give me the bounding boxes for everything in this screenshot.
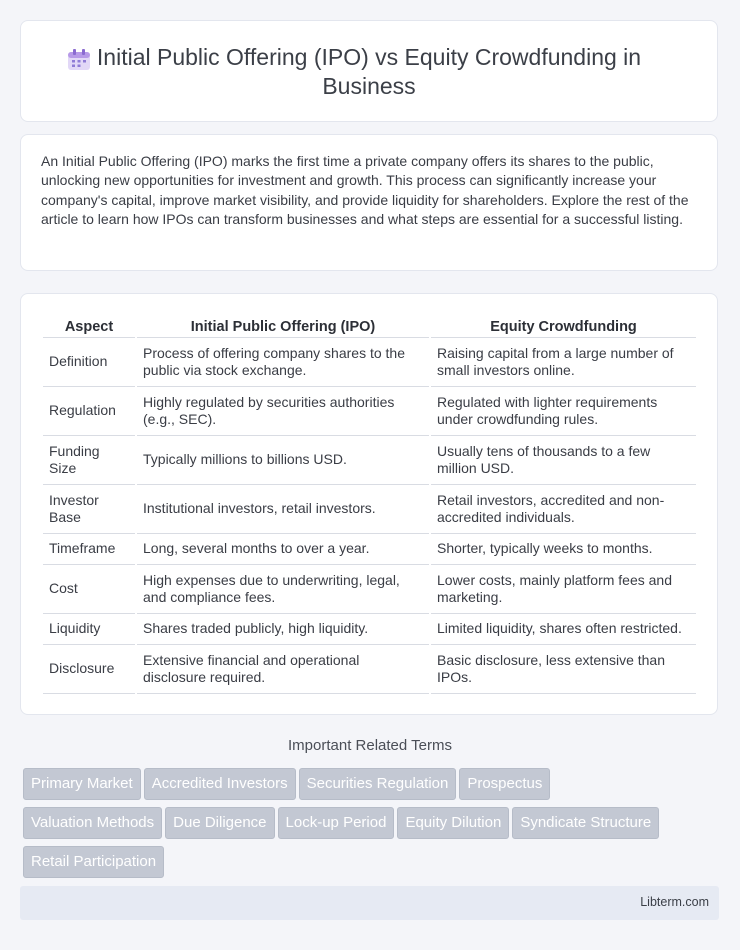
header-aspect: Aspect xyxy=(43,314,135,338)
table-row xyxy=(43,338,696,387)
table-row xyxy=(43,565,696,614)
intro-card xyxy=(20,134,718,271)
header-ipo: Initial Public Offering (IPO) xyxy=(137,314,429,338)
related-term-tag[interactable]: Prospectus xyxy=(459,768,550,800)
crowdfunding-cell: Retail investors, accredited and non-accredited individuals. xyxy=(431,485,696,534)
related-term-tag[interactable]: Equity Dilution xyxy=(397,807,509,839)
ipo-cell: Process of offering company shares to the public via stock exchange. xyxy=(137,338,429,387)
ipo-cell: Highly regulated by securities authorities (e.g., SEC). xyxy=(137,387,429,436)
page-title: Initial Public Offering (IPO) vs Equity Crowdfunding in Business xyxy=(96,44,642,99)
aspect-cell: Disclosure xyxy=(43,645,135,694)
crowdfunding-cell: Raising capital from a large number of small investors online. xyxy=(431,338,696,387)
ipo-cell: Shares traded publicly, high liquidity. xyxy=(137,614,429,645)
related-terms-list xyxy=(23,768,723,885)
table-row xyxy=(43,614,696,645)
related-term-tag[interactable]: Primary Market xyxy=(23,768,141,800)
footer xyxy=(20,886,719,920)
comparison-table xyxy=(41,314,698,694)
related-terms-title: Important Related Terms xyxy=(288,737,452,754)
aspect-cell: Timeframe xyxy=(43,534,135,565)
related-term-tag[interactable]: Securities Regulation xyxy=(299,768,457,800)
related-term-tag[interactable]: Syndicate Structure xyxy=(512,807,659,839)
crowdfunding-cell: Limited liquidity, shares often restricted. xyxy=(431,614,696,645)
crowdfunding-cell: Regulated with lighter requirements under crowdfunding rules. xyxy=(431,387,696,436)
related-term-tag[interactable]: Retail Participation xyxy=(23,846,164,878)
header-card xyxy=(20,20,718,122)
related-term-tag[interactable]: Due Diligence xyxy=(165,807,274,839)
crowdfunding-cell: Usually tens of thousands to a few million USD. xyxy=(431,436,696,485)
header-crowdfunding: Equity Crowdfunding xyxy=(431,314,696,338)
related-term-tag[interactable]: Valuation Methods xyxy=(23,807,162,839)
aspect-cell: Investor Base xyxy=(43,485,135,534)
aspect-cell: Regulation xyxy=(43,387,135,436)
aspect-cell: Definition xyxy=(43,338,135,387)
table-row xyxy=(43,534,696,565)
crowdfunding-cell: Lower costs, mainly platform fees and marketing. xyxy=(431,565,696,614)
table-row xyxy=(43,645,696,694)
crowdfunding-cell: Shorter, typically weeks to months. xyxy=(431,534,696,565)
ipo-cell: High expenses due to underwriting, legal, and compliance fees. xyxy=(137,565,429,614)
ipo-cell: Institutional investors, retail investors. xyxy=(137,485,429,534)
related-term-tag[interactable]: Lock-up Period xyxy=(278,807,395,839)
ipo-cell: Long, several months to over a year. xyxy=(137,534,429,565)
table-row xyxy=(43,436,696,485)
aspect-cell: Cost xyxy=(43,565,135,614)
aspect-cell: Liquidity xyxy=(43,614,135,645)
ipo-cell: Typically millions to billions USD. xyxy=(137,436,429,485)
ipo-cell: Extensive financial and operational disclosure required. xyxy=(137,645,429,694)
footer-site-link[interactable]: Libterm.com xyxy=(640,895,709,909)
crowdfunding-cell: Basic disclosure, less extensive than IPOs. xyxy=(431,645,696,694)
table-row xyxy=(43,387,696,436)
comparison-card xyxy=(20,293,718,715)
related-term-tag[interactable]: Accredited Investors xyxy=(144,768,296,800)
table-header-row xyxy=(43,314,696,338)
aspect-cell: Funding Size xyxy=(43,436,135,485)
table-row xyxy=(43,485,696,534)
intro-text: An Initial Public Offering (IPO) marks the first time a private company offers its shares to the public, unlocking new opportunities for investment and growth. This process can significantly increase your company's capital, improve market visibility, and provide liquidity for shareholders. Explore the rest of the article to learn how IPOs can transform businesses and what steps are essential for a successful listing. xyxy=(41,153,689,228)
